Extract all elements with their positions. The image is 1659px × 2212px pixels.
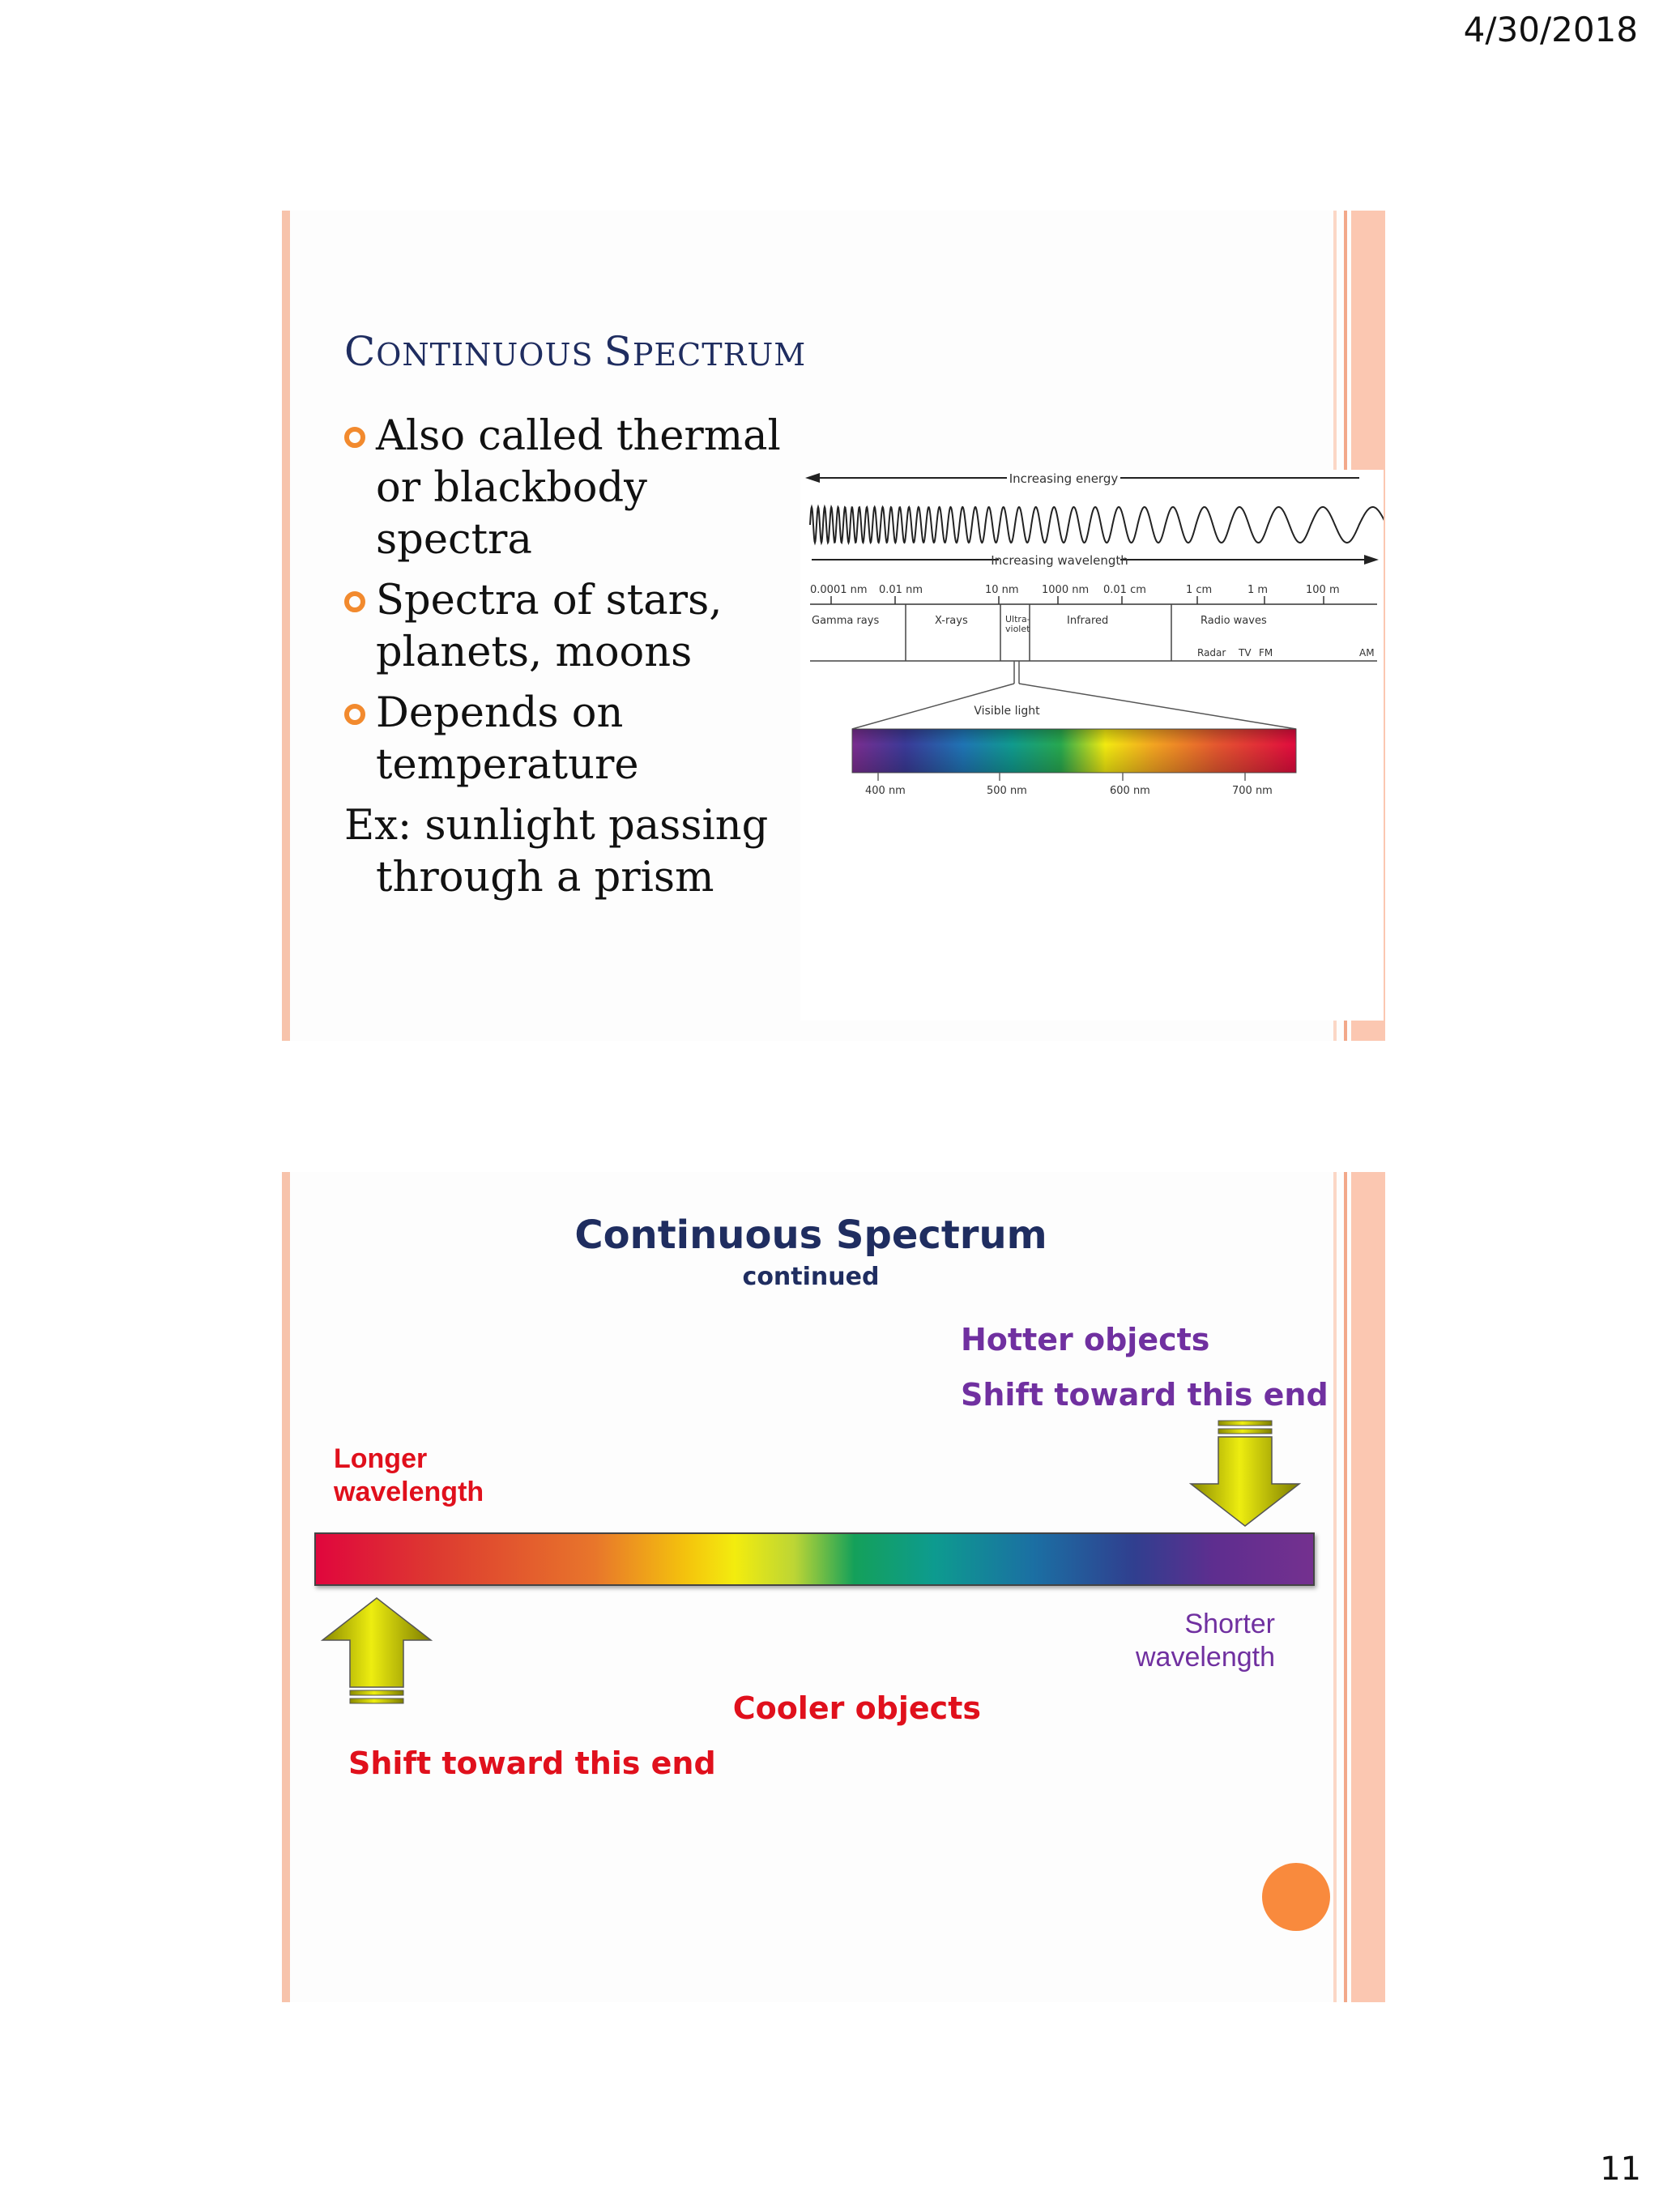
example-text: Ex: sunlight passing through a prism	[344, 802, 769, 901]
scale-label: 0.0001 nm	[810, 584, 868, 596]
radio-sub-label: Radar	[1197, 647, 1226, 658]
slide-continuous-spectrum-continued: Continuous Spectrum continued Hotter objects Shift toward this end Longer wavelength Shorter wavelength Cooler objects Shift toward this end	[282, 1172, 1385, 2002]
bullet-circle-icon	[344, 427, 365, 448]
em-spectrum-diagram	[800, 454, 1384, 1037]
scale-label: 0.01 cm	[1103, 584, 1146, 596]
scale-label: 1 m	[1247, 584, 1269, 596]
bullet-item: Also called thermal or blackbody spectra	[344, 411, 798, 566]
scale-label: 10 nm	[985, 584, 1019, 596]
cooler-shift-text: Shift toward this end	[348, 1745, 716, 1781]
scale-label: 100 m	[1306, 584, 1340, 596]
up-arrow-icon	[319, 1595, 436, 1705]
slide-title: CONTINUOUS SPECTRUM	[344, 328, 807, 375]
slide-continuous-spectrum	[282, 211, 1385, 1041]
shorter-wavelength-label: Shorter wavelength	[1135, 1609, 1275, 1673]
visible-light-label: Visible light	[974, 705, 1040, 718]
visible-tick: 600 nm	[1110, 785, 1150, 797]
slide-right-stripe	[1333, 1172, 1337, 2002]
slide-left-border	[282, 1172, 290, 2002]
bullet-item: Depends on temperature	[344, 688, 798, 791]
visible-tick: 500 nm	[987, 785, 1027, 797]
slide-orange-dot	[1262, 1863, 1330, 1931]
page-number: 11	[1600, 2150, 1641, 2188]
radio-sub-label: TV	[1239, 647, 1252, 658]
down-arrow-icon	[1188, 1419, 1304, 1529]
radio-sub-label: AM	[1359, 647, 1375, 658]
scale-label: 1000 nm	[1042, 584, 1090, 596]
bullet-list	[344, 411, 798, 904]
hotter-shift-text: Shift toward this end	[961, 1377, 1328, 1413]
visible-tick: 400 nm	[865, 785, 906, 797]
spectrum-bar	[314, 1532, 1315, 1586]
band-label: Ultra-	[1005, 614, 1030, 624]
band-label: Radio waves	[1201, 615, 1267, 627]
band-label: X-rays	[935, 615, 968, 627]
longer-wavelength-label: Longer wavelength	[334, 1443, 484, 1507]
slide-title: Continuous Spectrum	[574, 1213, 1047, 1258]
hotter-objects-text: Hotter objects	[961, 1322, 1210, 1357]
energy-label: Increasing energy	[1009, 471, 1119, 486]
bullet-circle-icon	[344, 704, 365, 725]
bullet-item: Spectra of stars, planets, moons	[344, 575, 798, 679]
slide-subtitle: continued	[742, 1263, 880, 1291]
scale-label: 0.01 nm	[879, 584, 923, 596]
slide-left-border	[282, 211, 290, 1041]
radio-sub-label: FM	[1259, 647, 1273, 658]
band-label: Gamma rays	[812, 615, 880, 627]
visible-tick: 700 nm	[1232, 785, 1273, 797]
band-label: violet	[1005, 624, 1030, 634]
slide-right-stripe	[1351, 1172, 1385, 2002]
bullet-circle-icon	[344, 591, 365, 612]
slide-right-stripe	[1344, 1172, 1347, 2002]
band-label: Infrared	[1067, 615, 1109, 627]
header-date: 4/30/2018	[1463, 10, 1638, 49]
scale-label: 1 cm	[1186, 584, 1213, 596]
wavelength-label: Increasing wavelength	[991, 553, 1128, 568]
